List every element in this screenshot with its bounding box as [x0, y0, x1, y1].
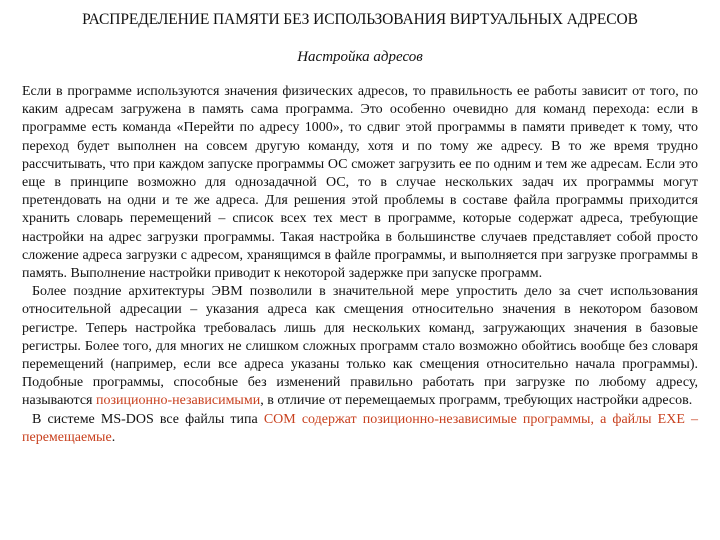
highlight-term-position-independent: позиционно-независимыми	[96, 393, 261, 409]
page-subtitle: Настройка адресов	[297, 49, 423, 65]
paragraph-1: Если в программе используются значения физических адресов, то правильность ее работы зависит от того, по каким адресам загружена в память сама программа. Это особенно очевидно для команд перехода: если в программе есть команда «Перейти по адресу 1000», то сдвиг этой программы в памяти приведет к тому, что переход будет выполнен на совсем другую команду, хотя и по тому же адресу. В то же время трудно рассчитывать, что при каждом запуске программы ОС сможет загрузить ее по одним и тем же адресам. Если это еще в принципе возможно для однозадачной ОС, то в случае нескольких задач их программы могут претендовать на одни и те же адреса. Для решения этой проблемы в составе файла программы приходится хранить словарь перемещений – список всех тех мест в программе, которые содержат адреса, требующие настройки на адрес загрузки программы. Такая настройка в большинстве случаев представляет собой просто сложение адреса загрузки с адресом, хранящимся в файле программы, и выполняется при загрузке программы в память. Выполнение настройки приводит к некоторой задержке при запуске программ.	[22, 84, 698, 282]
body-text	[22, 83, 698, 447]
paragraph-3-text-start: В системе MS-DOS все файлы типа	[32, 411, 264, 427]
paragraph-3-text-end: .	[111, 429, 116, 445]
paragraph-2-text-start: Более поздние архитектуры ЭВМ позволили в значительной мере упростить дело за счет использования относительной адресации – указания адреса как смещения относительно значения в некотором базовом регистре. Теперь настройка требовалась лишь для нескольких команд, загружающих значения в базовые регистры. Более того, для многих не слишком сложных программ стало возможно обойтись вообще без словаря перемещений (например, если все адреса указаны только как смещения относительно начала программы). Подобные программы, способные без изменений правильно работать при загрузке по любому адресу, называются	[22, 284, 698, 409]
highlight-com-exe-files: COM содержат позиционно-независимые программы, а файлы EXE – перемещаемые	[22, 411, 698, 445]
paragraph-3	[22, 411, 698, 447]
page-title: РАСПРЕДЕЛЕНИЕ ПАМЯТИ БЕЗ ИСПОЛЬЗОВАНИЯ ВИРТУАЛЬНЫХ АДРЕСОВ	[82, 11, 638, 28]
paragraph-2-text-end: , в отличие от перемещаемых программ, требующих настройки адресов.	[260, 393, 693, 409]
paragraph-2	[22, 283, 698, 410]
